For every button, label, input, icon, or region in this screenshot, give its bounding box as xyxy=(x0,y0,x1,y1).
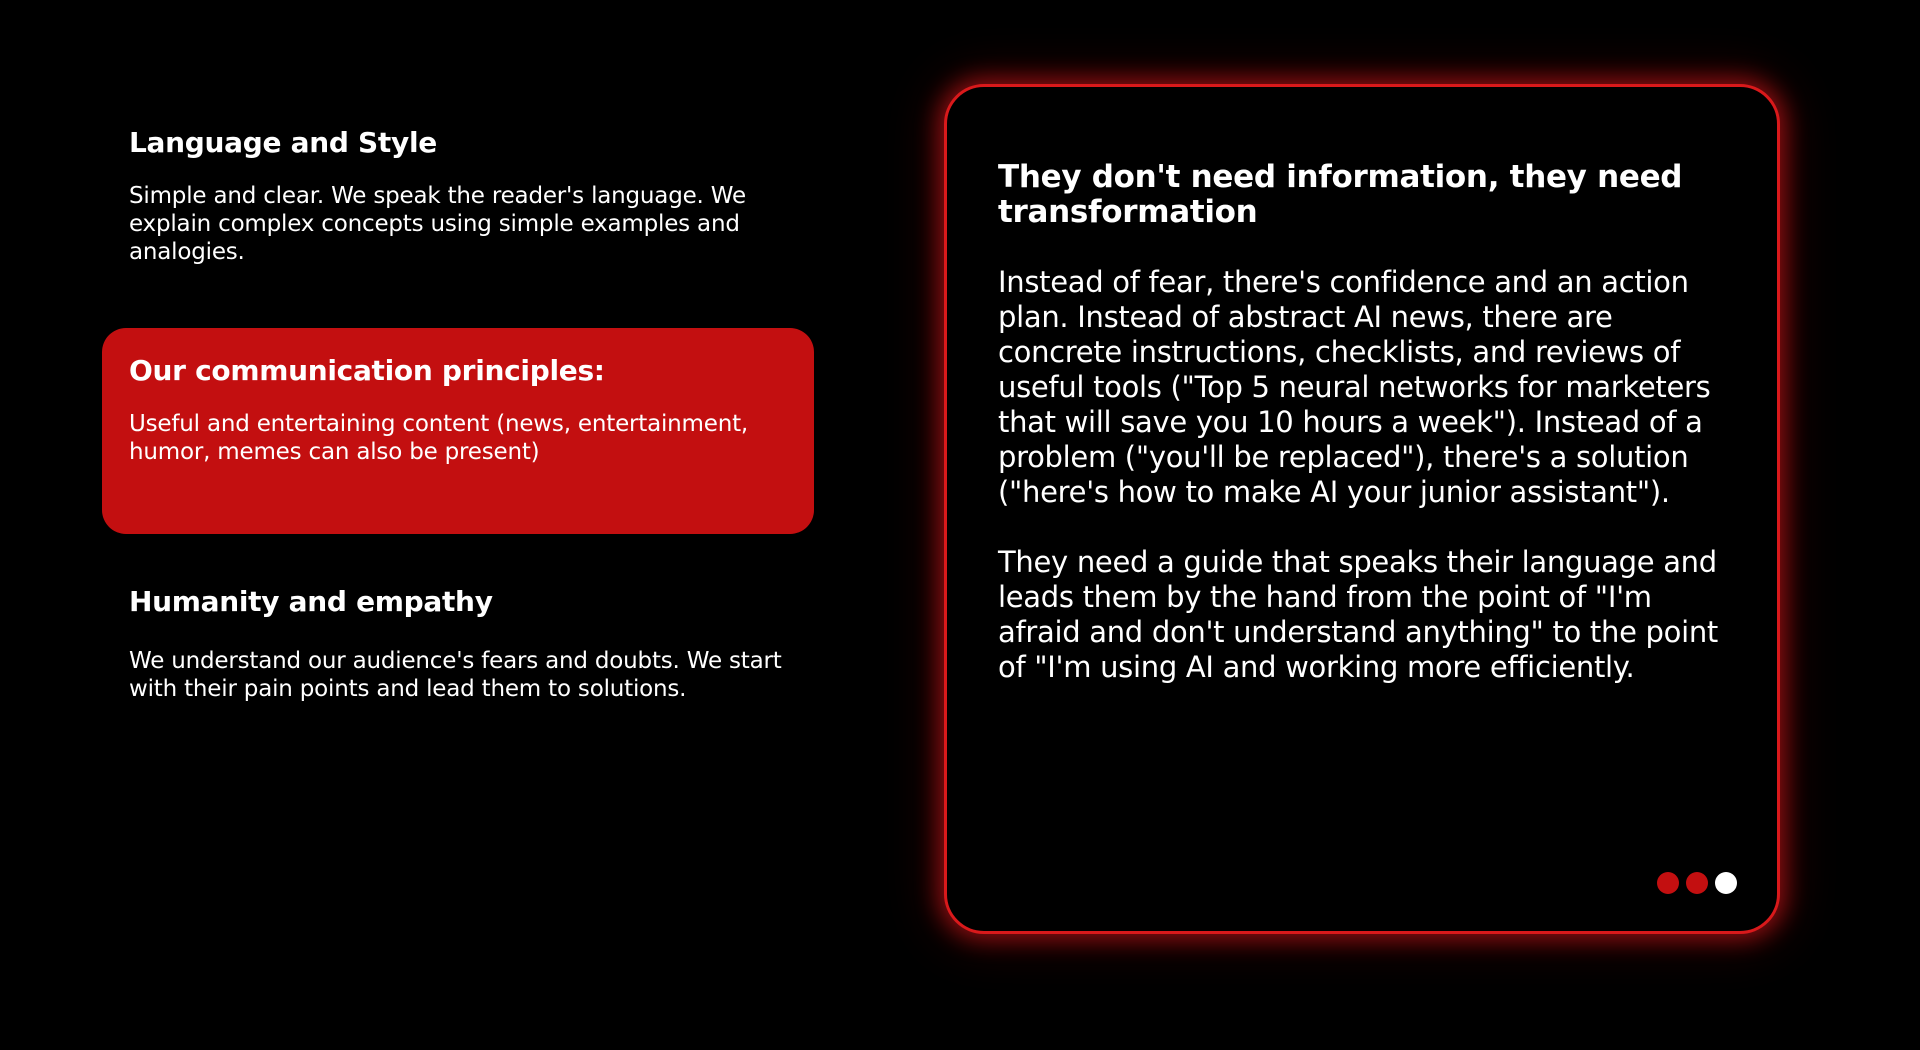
card-paragraph-2: They need a guide that speaks their language and leads them by the hand from the point of "I'm afraid and don't understand anything" to the point of "I'm using AI and working more efficiently. xyxy=(998,545,1718,684)
language-style-block xyxy=(102,126,814,266)
humanity-empathy-title: Humanity and empathy xyxy=(129,585,493,618)
pagination-dots xyxy=(1657,872,1737,894)
pagination-dot-active[interactable] xyxy=(1715,872,1737,894)
pagination-dot[interactable] xyxy=(1657,872,1679,894)
humanity-empathy-text: We understand our audience's fears and doubts. We start with their pain points and lead them to solutions. xyxy=(129,648,782,702)
card-title: They don't need information, they need transformation xyxy=(998,159,1683,230)
communication-principles-text: Useful and entertaining content (news, entertainment, humor, memes can also be present) xyxy=(129,411,749,465)
language-style-title: Language and Style xyxy=(129,126,437,159)
communication-principles-block xyxy=(102,328,814,534)
pagination-dot[interactable] xyxy=(1686,872,1708,894)
language-style-text: Simple and clear. We speak the reader's language. We explain complex concepts using simple examples and analogies. xyxy=(129,183,746,265)
card-paragraph-1: Instead of fear, there's confidence and an action plan. Instead of abstract AI news, there are concrete instructions, checklists, and reviews of useful tools ("Top 5 neural networks for marketers that will save you 10 hours a week"). Instead of a problem ("you'll be replaced"), there's a solution ("here's how to make AI your junior assistant"). xyxy=(998,265,1711,509)
humanity-empathy-block xyxy=(102,585,814,703)
left-column xyxy=(102,0,814,1050)
transformation-card xyxy=(944,84,1780,934)
communication-principles-title: Our communication principles: xyxy=(129,354,605,387)
